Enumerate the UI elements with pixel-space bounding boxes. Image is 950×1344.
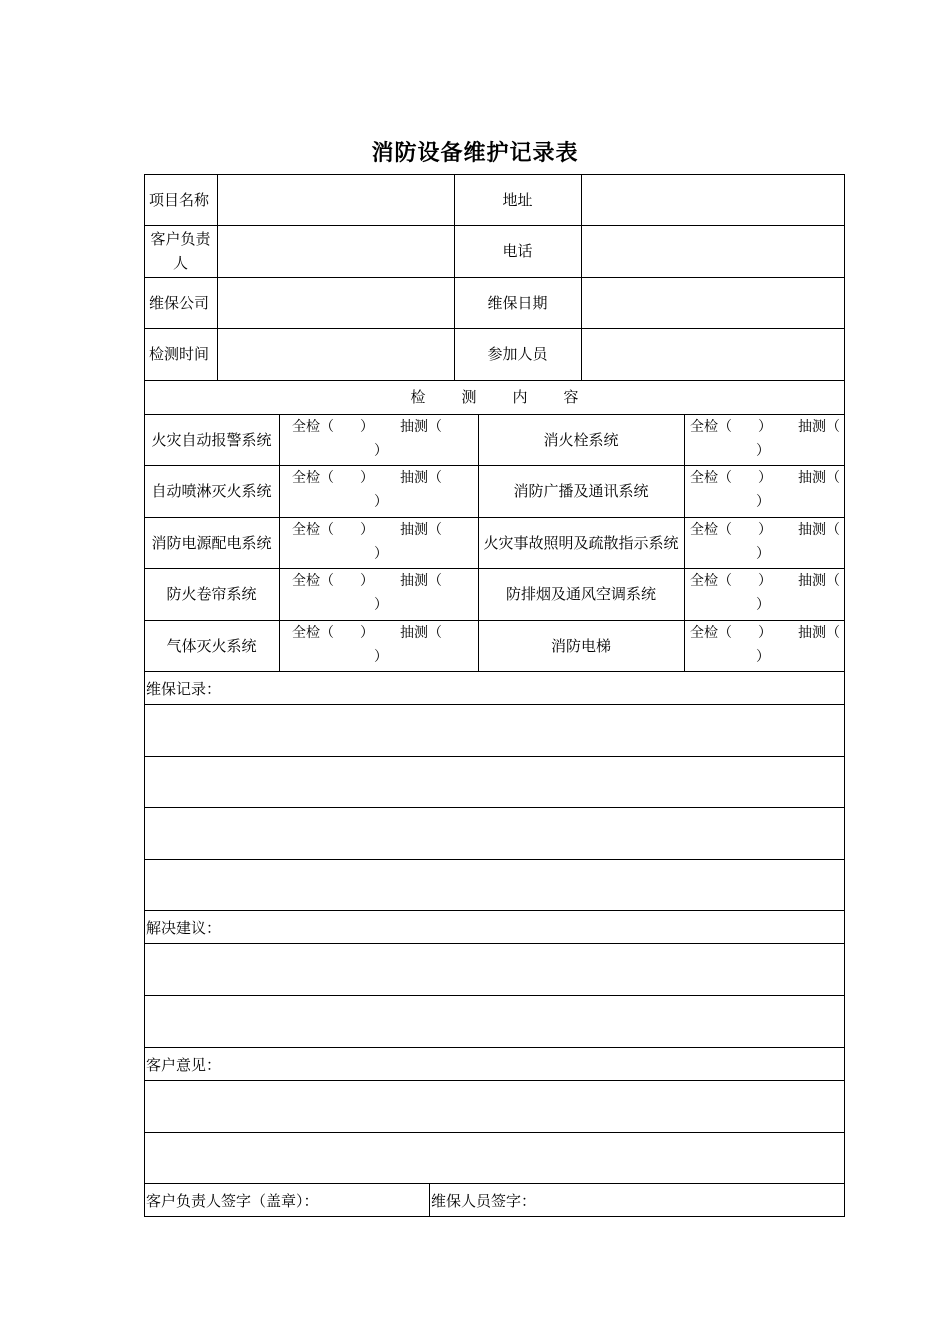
suggestion-line[interactable]: [145, 944, 844, 994]
full-check-label: 全检（: [690, 573, 732, 589]
maintainer-signature-label: 维保人员签字：: [431, 1191, 537, 1210]
check-options[interactable]: [690, 569, 840, 617]
sample-check-label: 抽测（: [798, 470, 840, 486]
opinion-line[interactable]: [145, 1081, 844, 1131]
content-header-char: 内: [512, 388, 528, 406]
col-divider: [279, 414, 280, 671]
project-name-field[interactable]: [218, 175, 454, 225]
paren-close: ）: [756, 597, 770, 613]
paren-close: ）: [374, 546, 388, 562]
content-header-char: 检: [410, 388, 426, 406]
check-options[interactable]: [292, 466, 442, 514]
full-check-label: 全检（: [292, 625, 334, 641]
sample-check-label: 抽测（: [400, 625, 442, 641]
check-options[interactable]: [690, 518, 840, 566]
record-line[interactable]: [145, 757, 844, 807]
check-options[interactable]: [292, 415, 442, 463]
client-signature-field[interactable]: [146, 1184, 428, 1217]
paren-close: ）: [758, 625, 772, 641]
full-check-label: 全检（: [690, 470, 732, 486]
paren-close: ）: [374, 649, 388, 665]
paren-close: ）: [360, 470, 374, 486]
client-manager-label: 客户负责人: [150, 230, 211, 272]
client-manager-label-cell: [144, 225, 217, 277]
paren-close: ）: [374, 597, 388, 613]
system-name: 火灾自动报警系统: [151, 430, 272, 449]
paren-close: ）: [374, 494, 388, 510]
check-options[interactable]: [292, 518, 442, 566]
inspect-time-field[interactable]: [218, 329, 454, 380]
sample-check-label: 抽测（: [798, 522, 840, 538]
maintainer-signature-field[interactable]: [431, 1184, 843, 1217]
inspect-time-label: 检测时间: [149, 345, 210, 363]
maintenance-date-field[interactable]: [582, 278, 844, 328]
paren-close: ）: [756, 546, 770, 562]
paren-close: ）: [758, 419, 772, 435]
system-name: 防火卷帘系统: [166, 585, 257, 603]
full-check-label: 全检（: [292, 419, 334, 435]
paren-close: ）: [360, 573, 374, 589]
staff-label: 参加人员: [487, 345, 548, 363]
records-label: 维保记录：: [146, 680, 222, 698]
system-name: 气体灭火系统: [166, 636, 257, 655]
phone-label: 电话: [502, 242, 533, 260]
full-check-label: 全检（: [292, 522, 334, 538]
paren-close: ）: [758, 470, 772, 486]
system-name: [482, 517, 680, 568]
page-title: 消防设备维护记录表: [371, 140, 579, 166]
system-name-text: 火灾事故照明及疏散指示系统: [483, 533, 679, 552]
sample-check-label: 抽测（: [798, 419, 840, 435]
record-line[interactable]: [145, 860, 844, 910]
check-options[interactable]: [292, 621, 442, 669]
opinion-line[interactable]: [145, 1133, 844, 1183]
sample-check-label: 抽测（: [400, 573, 442, 589]
check-options[interactable]: [690, 621, 840, 669]
full-check-label: 全检（: [292, 470, 334, 486]
content-header-char: 容: [563, 388, 579, 406]
sample-check-label: 抽测（: [400, 470, 442, 486]
paren-close: ）: [360, 522, 374, 538]
address-label: 地址: [502, 190, 533, 209]
row-divider: [144, 1047, 845, 1048]
suggestion-line[interactable]: [145, 996, 844, 1046]
full-check-label: 全检（: [690, 625, 732, 641]
paren-close: ）: [360, 625, 374, 641]
company-field[interactable]: [218, 278, 454, 328]
row-divider: [144, 910, 845, 911]
address-field[interactable]: [582, 175, 844, 225]
system-name: 消防电梯: [550, 636, 611, 655]
full-check-label: 全检（: [690, 419, 732, 435]
project-name-label: 项目名称: [149, 190, 210, 209]
system-name: 消防广播及通讯系统: [513, 482, 649, 500]
paren-close: ）: [756, 443, 770, 459]
paren-close: ）: [756, 494, 770, 510]
maintenance-date-label: 维保日期: [487, 293, 548, 312]
paren-close: ）: [374, 443, 388, 459]
staff-field[interactable]: [582, 329, 844, 380]
record-line[interactable]: [145, 808, 844, 858]
paren-close: ）: [756, 649, 770, 665]
phone-field[interactable]: [582, 226, 844, 277]
system-name: 防排烟及通风空调系统: [505, 585, 656, 603]
row-divider: [144, 671, 845, 672]
client-manager-field[interactable]: [218, 226, 454, 277]
check-options[interactable]: [690, 415, 840, 463]
sample-check-label: 抽测（: [798, 625, 840, 641]
paren-close: ）: [758, 522, 772, 538]
content-header: [144, 380, 845, 414]
client-signature-label: 客户负责人签字（盖章）：: [146, 1191, 319, 1210]
suggestions-label: 解决建议：: [146, 919, 222, 937]
col-divider: [684, 414, 685, 671]
paren-close: ）: [758, 573, 772, 589]
sample-check-label: 抽测（: [798, 573, 840, 589]
check-options[interactable]: [292, 569, 442, 617]
opinions-label: 客户意见：: [146, 1056, 222, 1074]
system-name: 消防电源配电系统: [151, 533, 272, 552]
system-name: 自动喷淋灭火系统: [151, 482, 272, 500]
content-header-char: 测: [461, 388, 477, 406]
system-name: 消火栓系统: [543, 430, 619, 449]
full-check-label: 全检（: [292, 573, 334, 589]
record-line[interactable]: [145, 705, 844, 755]
sample-check-label: 抽测（: [400, 419, 442, 435]
col-divider: [429, 1183, 430, 1217]
check-options[interactable]: [690, 466, 840, 514]
full-check-label: 全检（: [690, 522, 732, 538]
sample-check-label: 抽测（: [400, 522, 442, 538]
paren-close: ）: [360, 419, 374, 435]
company-label: 维保公司: [149, 293, 210, 312]
